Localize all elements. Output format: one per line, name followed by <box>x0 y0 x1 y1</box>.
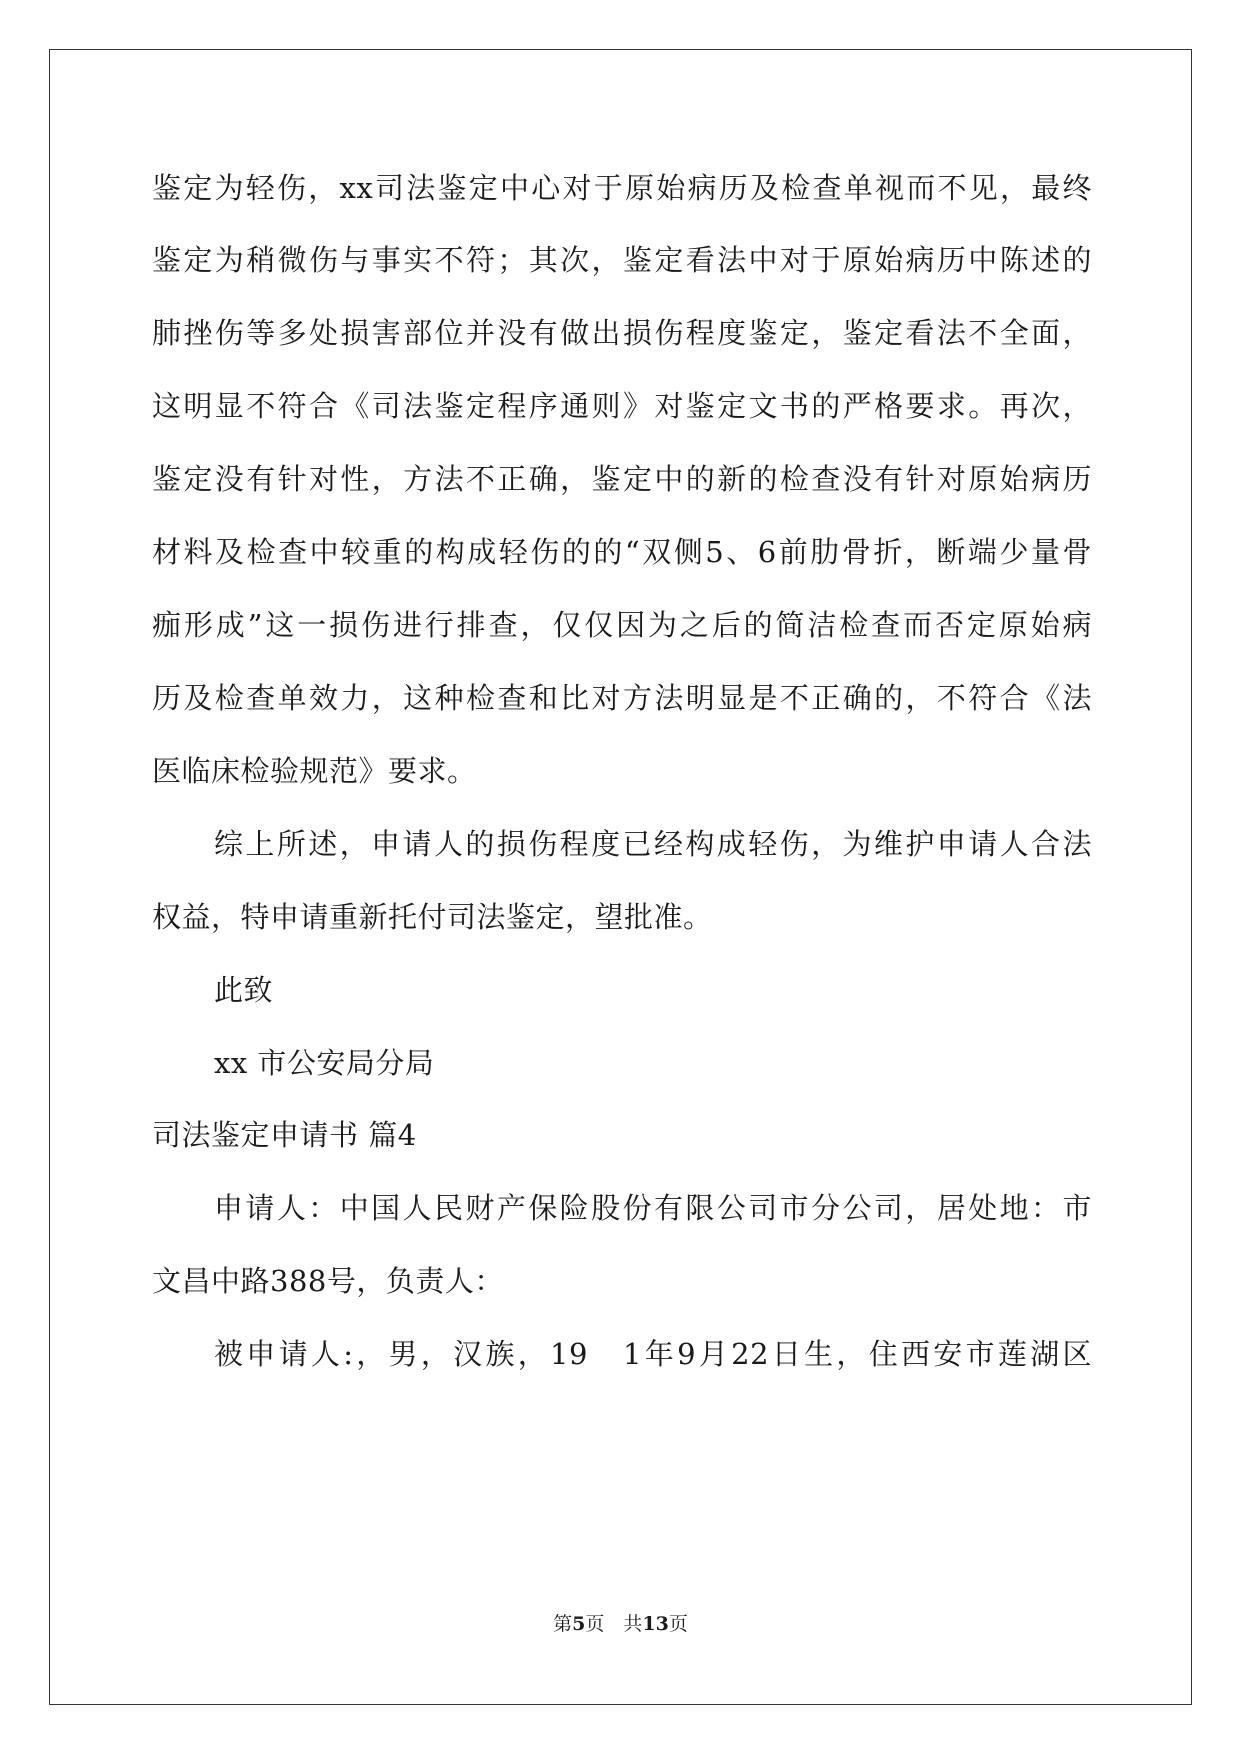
applicant-line: 申请人：中国人民财产保险股份有限公司市分公司，居处地：市 <box>214 1191 1092 1225</box>
text-line: 材料及检查中较重的构成轻伤的的“双侧5、6前肋骨折，断端少量骨 <box>152 535 1092 569</box>
text-line: 历及检查单效力，这种检查和比对方法明显是不正确的，不符合《法 <box>152 681 1092 715</box>
footer-mid: 页 共 <box>585 1613 643 1635</box>
total-pages: 13 <box>642 1613 669 1635</box>
respondent-line: 被申请人:，男，汉族，19 1年9月22日生，住西安市莲湖区 <box>214 1337 1092 1371</box>
text-line: 文昌中路388号，负责人： <box>152 1264 504 1298</box>
page-number: 5 <box>572 1613 586 1635</box>
page-border <box>49 49 1192 1705</box>
text-line: 权益，特申请重新托付司法鉴定，望批准。 <box>152 900 713 934</box>
text-line: 这明显不符合《司法鉴定程序通则》对鉴定文书的严格要求。再次， <box>152 389 1092 423</box>
paragraph-conclusion: 综上所述，申请人的损伤程度已经构成轻伤，为维护申请人合法 <box>214 827 1092 861</box>
text-line: 鉴定没有针对性，方法不正确，鉴定中的新的检查没有针对原始病历 <box>152 462 1092 496</box>
text-line: 医临床检验规范》要求。 <box>152 754 477 788</box>
footer-prefix: 第 <box>553 1613 573 1635</box>
text-line: 鉴定为稍微伤与事实不符；其次，鉴定看法中对于原始病历中陈述的 <box>152 243 1092 277</box>
page-footer <box>0 1612 1241 1636</box>
text-line: 鉴定为轻伤，xx司法鉴定中心对于原始病历及检查单视而不见，最终 <box>152 171 1092 205</box>
section-heading: 司法鉴定申请书 篇4 <box>152 1118 417 1152</box>
text-line: 痂形成”这一损伤进行排查，仅仅因为之后的简洁检查而否定原始病 <box>152 608 1092 642</box>
salutation: 此致 <box>214 973 274 1007</box>
recipient: xx 市公安局分局 <box>214 1046 435 1080</box>
text-line: 肺挫伤等多处损害部位并没有做出损伤程度鉴定，鉴定看法不全面， <box>152 316 1092 350</box>
footer-suffix: 页 <box>668 1613 688 1635</box>
